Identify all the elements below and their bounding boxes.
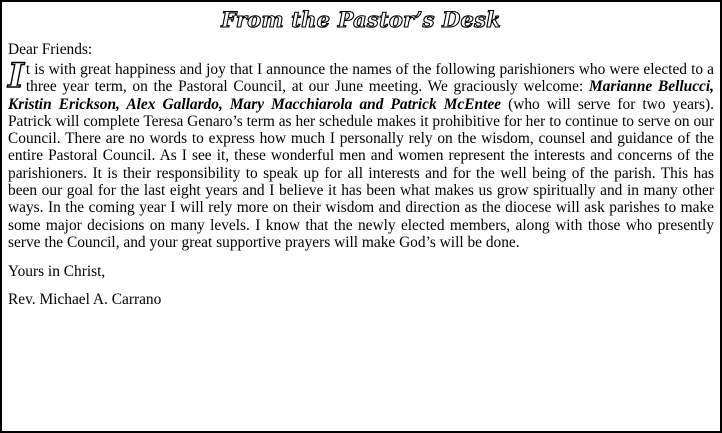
signature: Rev. Michael A. Carrano (8, 291, 162, 309)
letter-heading: From the Pastor’s Desk (221, 7, 501, 32)
letter-body (8, 56, 715, 251)
drop-cap: I (8, 56, 24, 96)
closing: Yours in Christ, (8, 263, 106, 281)
salutation: Dear Friends: (8, 41, 93, 58)
letter-rest: (who will serve for two years). Patrick will complete Teresa Genaro’s term as her schedule makes it prohibitive for her to continue to serve on our Council. There are no words to express how much I personally rely on the wisdom, counsel and guidance of the entire Pastoral Council. As I see it, these wonderful men and women represent the interests and concerns of the parishioners. It is their responsibility to speak up for all interests and for the well being of the parish. This has been our goal for the last eight years and I believe it has been what makes us grow spiritually and in many other ways. In the coming year I will rely more on their wisdom and direction as the diocese will ask parishes to make some major decisions on many levels. I know that the newly elected members, along with those who presently serve the Council, and your great supportive prayers will make God’s will be done. (8, 95, 715, 251)
council-member-names: Marianne Bellucci, Kristin Erickson, Alex Gallardo, Mary Macchiarola and Patrick McEntee (8, 78, 714, 113)
letter-intro: t is with great happiness and joy that I announce the names of the following parishioners who were elected to a three year term, on the Pastoral Council, at our June meeting. We graciously welcome: (25, 61, 714, 96)
